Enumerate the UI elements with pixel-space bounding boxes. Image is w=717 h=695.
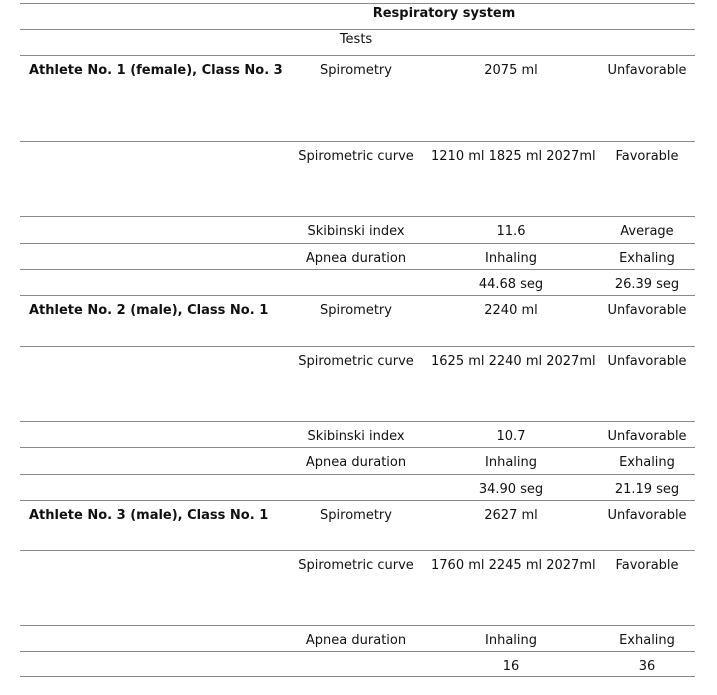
result-cell: 36 xyxy=(638,659,656,674)
result-cell: Exhaling xyxy=(619,455,675,470)
value-cell: 2627 ml xyxy=(484,508,538,523)
test-cell: Spirometric curve xyxy=(298,558,414,573)
result-cell: Exhaling xyxy=(619,633,675,648)
value-cell: Inhaling xyxy=(485,251,537,266)
result-cell: 21.19 seg xyxy=(614,482,680,497)
table-row xyxy=(20,141,695,216)
table-row xyxy=(20,295,695,346)
value-cell: 2240 ml xyxy=(484,303,538,318)
respiratory-table xyxy=(20,3,695,677)
value-cell: 11.6 xyxy=(496,224,526,239)
value-cell: 1210 ml 1825 ml 2027ml xyxy=(431,149,596,164)
result-cell: Unfavorable xyxy=(607,354,687,369)
test-cell: Spirometry xyxy=(320,303,392,318)
value-cell: Inhaling xyxy=(485,455,537,470)
value-cell: 1760 ml 2245 ml 2027ml xyxy=(431,558,596,573)
value-cell: 44.68 seg xyxy=(478,277,544,292)
table-row xyxy=(20,269,695,295)
table-row xyxy=(20,474,695,500)
value-cell: 2075 ml xyxy=(484,63,538,78)
test-cell: Spirometric curve xyxy=(298,354,414,369)
table-row xyxy=(20,550,695,625)
table-title-row xyxy=(20,3,695,29)
result-cell: Favorable xyxy=(615,149,679,164)
result-cell: Unfavorable xyxy=(607,63,687,78)
result-cell: Favorable xyxy=(615,558,679,573)
table-row xyxy=(20,447,695,474)
test-cell: Apnea duration xyxy=(305,455,407,470)
athlete-cell: Athlete No. 1 (female), Class No. 3 xyxy=(29,63,283,78)
tests-header: Tests xyxy=(339,32,373,47)
test-cell: Apnea duration xyxy=(305,251,407,266)
test-cell: Skibinski index xyxy=(307,429,405,444)
result-cell: Average xyxy=(620,224,674,239)
table-row xyxy=(20,500,695,550)
result-cell: Exhaling xyxy=(619,251,675,266)
result-cell: 26.39 seg xyxy=(614,277,680,292)
table-row xyxy=(20,625,695,651)
table-row xyxy=(20,55,695,141)
result-cell: Unfavorable xyxy=(607,429,687,444)
test-cell: Apnea duration xyxy=(305,633,407,648)
result-cell: Unfavorable xyxy=(607,303,687,318)
table-title: Respiratory system xyxy=(372,6,516,21)
table-subheader-row xyxy=(20,29,695,55)
athlete-cell: Athlete No. 3 (male), Class No. 1 xyxy=(29,508,269,523)
test-cell: Spirometric curve xyxy=(298,149,414,164)
table-row xyxy=(20,346,695,421)
result-cell: Unfavorable xyxy=(607,508,687,523)
value-cell: Inhaling xyxy=(485,633,537,648)
value-cell: 10.7 xyxy=(496,429,526,444)
value-cell: 1625 ml 2240 ml 2027ml xyxy=(431,354,596,369)
athlete-cell: Athlete No. 2 (male), Class No. 1 xyxy=(29,303,269,318)
table-row xyxy=(20,421,695,447)
test-cell: Spirometry xyxy=(320,508,392,523)
table-row xyxy=(20,243,695,269)
table-body xyxy=(20,55,695,677)
value-cell: 34.90 seg xyxy=(478,482,544,497)
value-cell: 16 xyxy=(502,659,520,674)
test-cell: Skibinski index xyxy=(307,224,405,239)
table-row xyxy=(20,216,695,243)
table-row xyxy=(20,651,695,677)
test-cell: Spirometry xyxy=(320,63,392,78)
